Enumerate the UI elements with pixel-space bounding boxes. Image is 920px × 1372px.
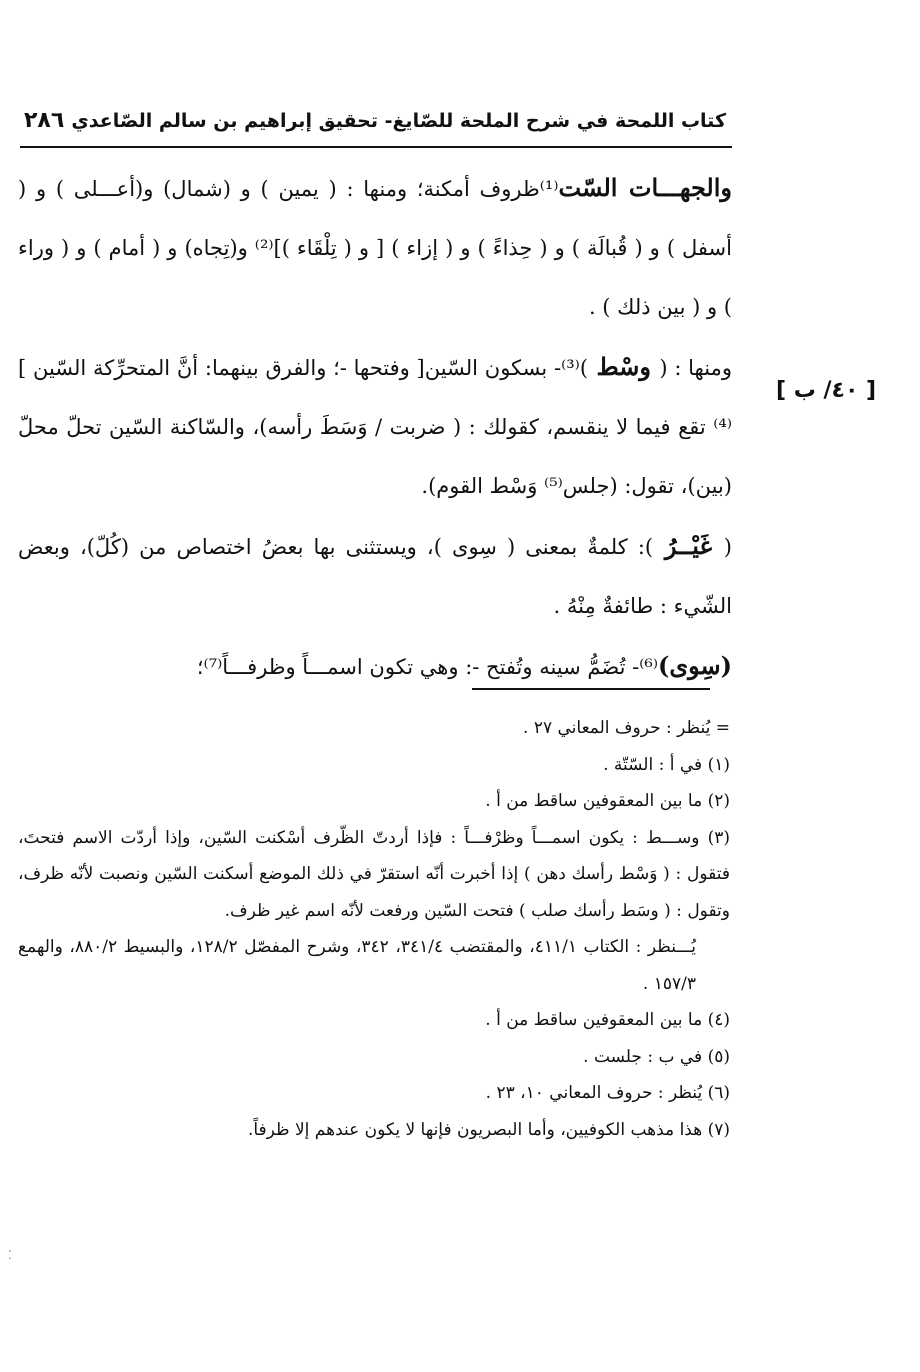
manuscript-folio-marker: [ ٤٠/ ب ]: [776, 378, 877, 403]
footnote-4: (٤) ما بين المعقوفين ساقط من أ .: [485, 1010, 730, 1030]
book-title: كتاب اللمحة في شرح الملحة للصّايغ- تحقيق إبراهيم بن سالم الصّاعدي: [71, 110, 726, 132]
footnote-7: (٧) هذا مذهب الكوفيين، وأما البصريون فإنها لا يكون عندهم إلا ظرفاً.: [247, 1119, 730, 1140]
term-heading: (سِوى): [657, 651, 732, 680]
paragraph-text: )⁽³⁾- بسكون السّين[ وفتحها -؛ والفرق بينهما: أنَّ المتحرِّكة السّين ]⁽⁴⁾ تقع فيما لا ينقسم، كقولك : ( ضربت / وَسَطَ رأسه)، والسّاكنة السّين تحلّ محلّ (بين)، تقول: (جلس⁽⁵⁾ وَسْط القوم).: [18, 356, 732, 498]
margin-dot: ⁚: [8, 1248, 12, 1262]
footnote-separator: [472, 688, 710, 690]
paragraph-text: ⁽⁶⁾- تُضَمُّ سينه وتُفتح -: وهي تكون اسمـــاً وظرفـــاً⁽⁷⁾؛: [196, 655, 658, 679]
page-header: [20, 104, 732, 148]
paragraph-directions: [18, 158, 732, 337]
main-text: [18, 158, 732, 697]
footnote-6: (٦) يُنظر : حروف المعاني ١٠، ٢٣ .: [485, 1083, 730, 1103]
footnote-3: (٣) وســـط : يكون اسمـــاً وظرْفـــاً : فإذا أردتّ الظّرف أسْكنت السّين، وإذا أردّت الاسم فتحتَ، فتقول : ( وَسْط رأسك دهن ) إذا أخبرت أنّه استقرّ في ذلك الموضع أسكنت السّين ونصبت لأنّه ظرف، وتقول : ( وسَط رأسك صلب ) فتحت السّين ورفعت لأنّه اسم غير ظرف.: [18, 827, 730, 921]
footnotes: [18, 710, 730, 1148]
footnote-2: (٢) ما بين المعقوفين ساقط من أ .: [485, 791, 730, 811]
term-heading: غَيْــرُ: [653, 531, 724, 560]
footnote-3-references: يُـــنظر : الكتاب ٤١١/١، والمقتضب ٣٤١/٤، ٣٤٢، وشرح المفصّل ١٢٨/٢، والبسيط ٨٨٠/٢، والهمع ١٥٧/٣ .: [18, 937, 697, 994]
paragraph-lead: ومنها : (: [659, 356, 732, 380]
term-heading: وسْط: [588, 352, 660, 381]
paragraph-wast: [18, 337, 732, 516]
paragraph-text: ⁽¹⁾ظروف أمكنة؛ ومنها : ( يمين ) و (شمال) و(أعـــلى ) و ( أسفل ) و ( قُبالَة ) و ( حِذاءً ) و ( إزاء ) [ و ( تِلْقَاء )]⁽²⁾ و(تِجاه) و ( أمام ) و ( وراء ) و ( بين ذلك ) .: [18, 177, 732, 319]
footnote-continued: = يُنظر : حروف المعاني ٢٧ .: [523, 718, 730, 738]
paragraph-text: ): كلمةٌ بمعنى ( سِوى )، ويستثنى بها بعضُ اختصاص من (كُلّ)، وبعض الشّيء : طائفةٌ مِنْهُ .: [18, 535, 732, 618]
paragraph-ghayr: [18, 516, 732, 636]
footnote-1: (١) في أ : السّتّة .: [603, 754, 730, 775]
paragraph-lead: (: [723, 535, 732, 559]
page-number: ٢٨٦: [24, 108, 65, 133]
footnote-5: (٥) في ب : جلست .: [583, 1046, 730, 1067]
term-heading: والجهـــات السّت: [558, 173, 733, 202]
